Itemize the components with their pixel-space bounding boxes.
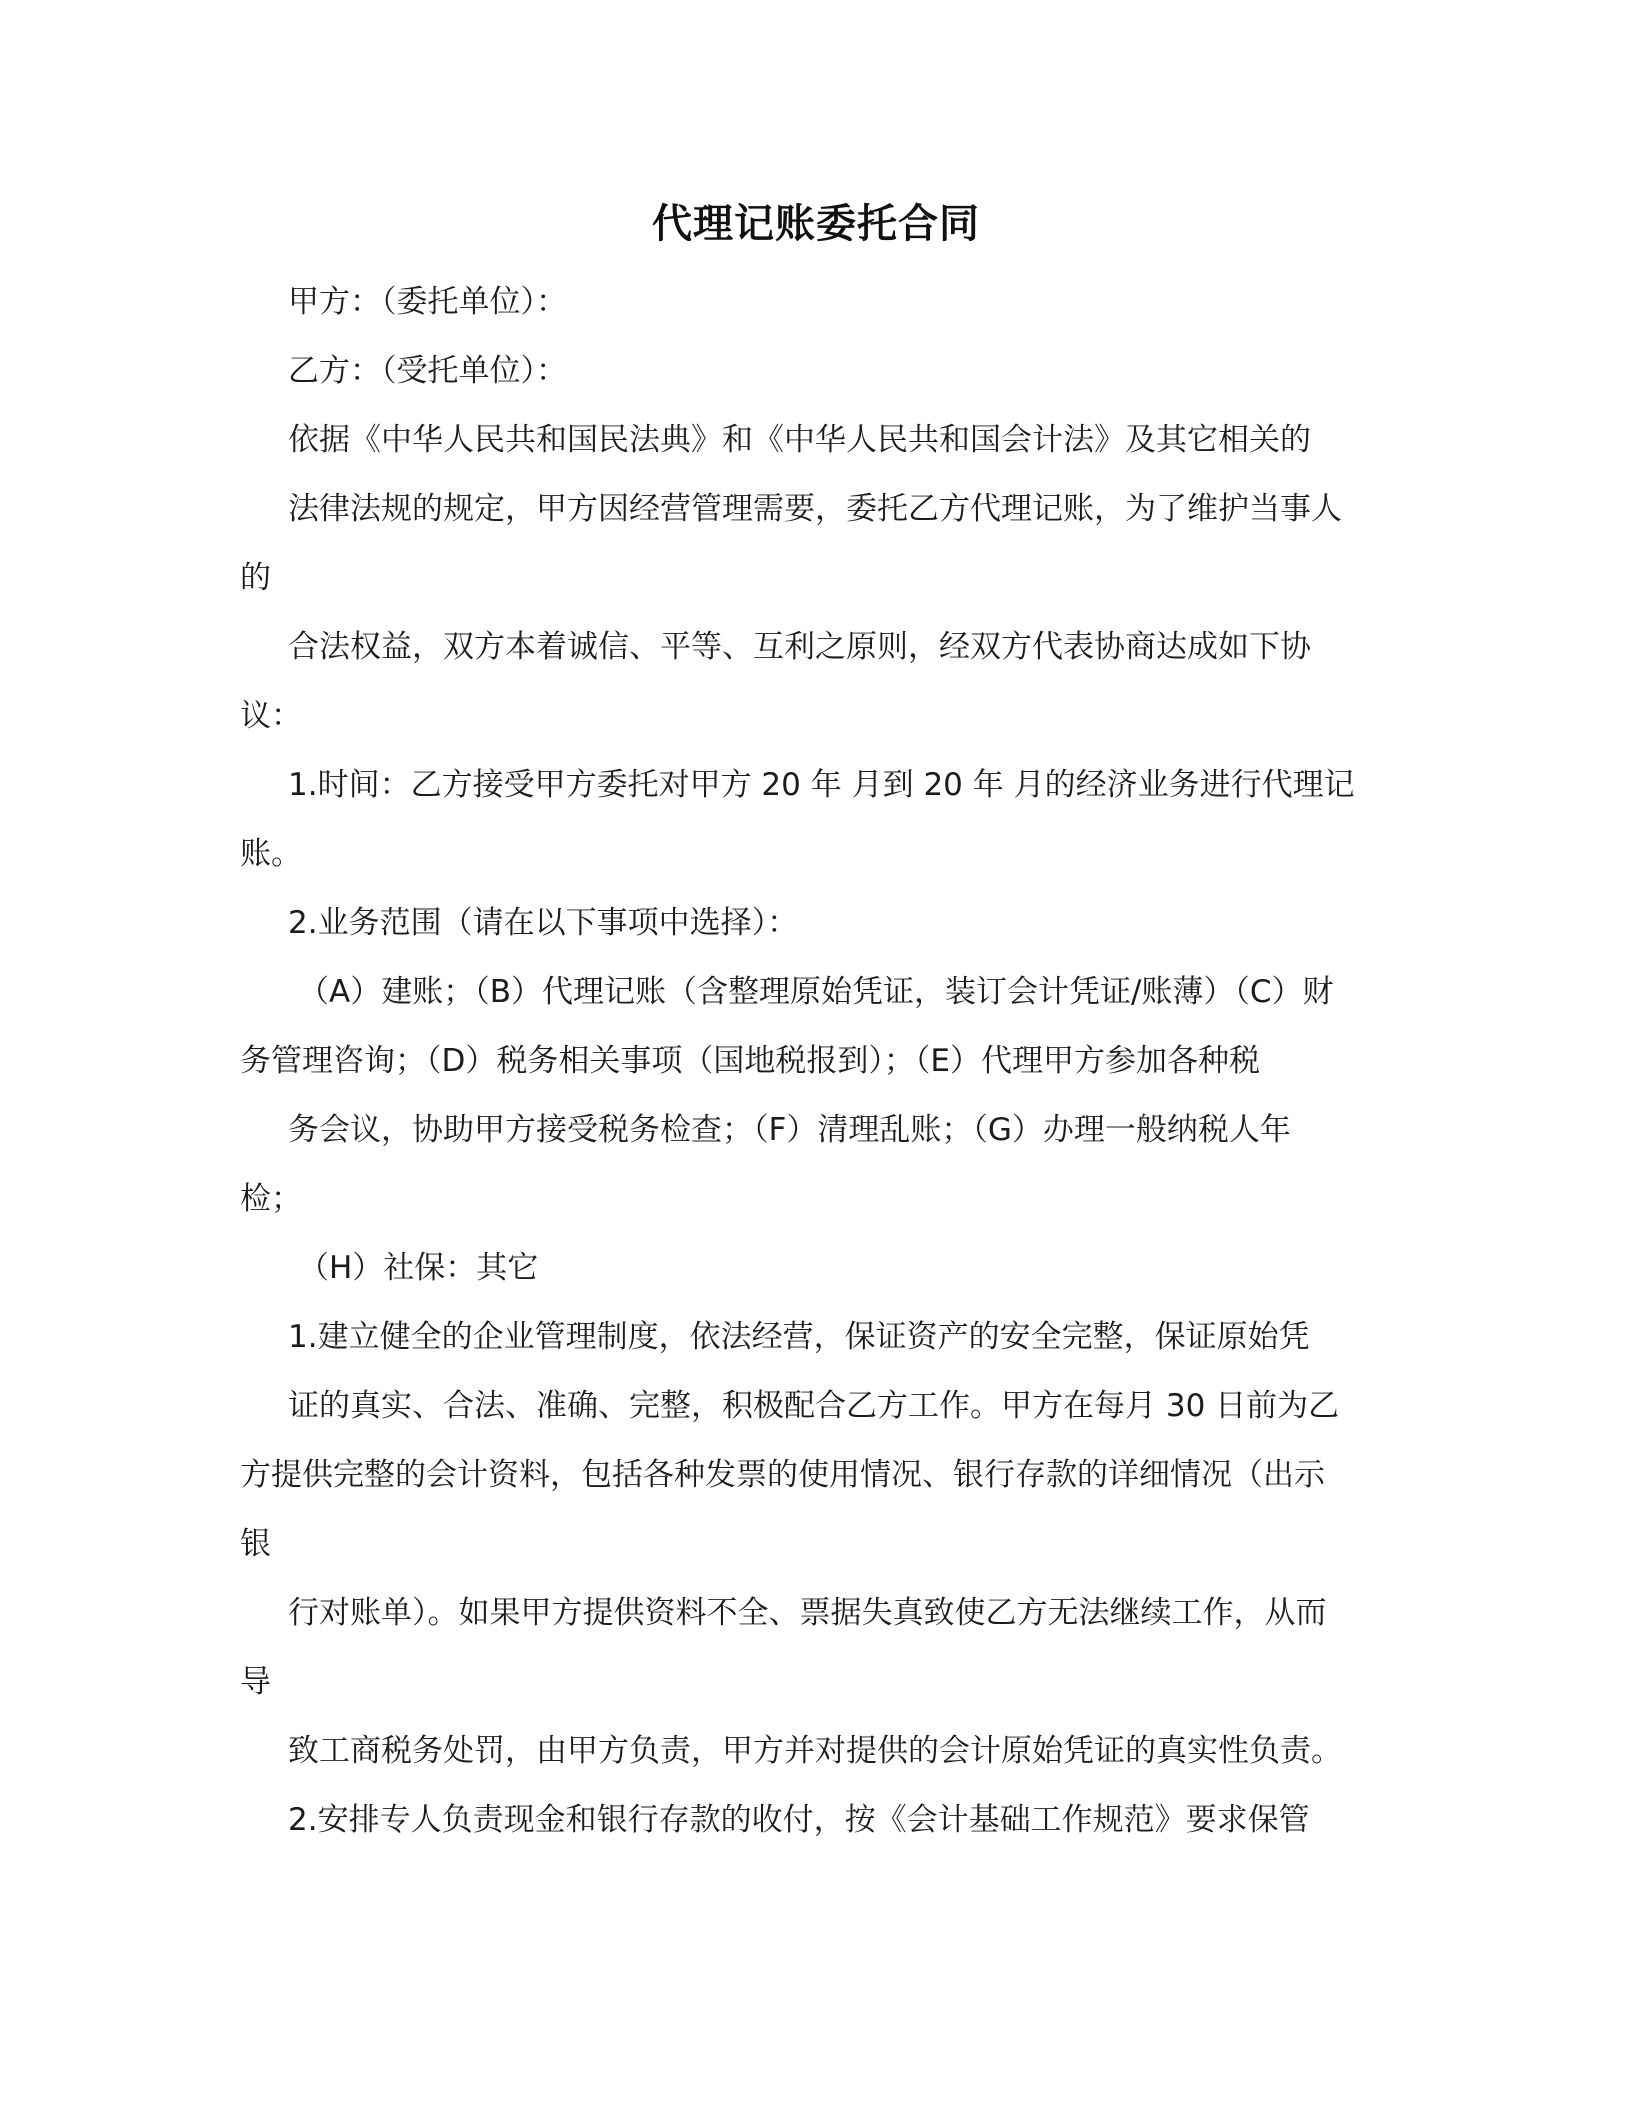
obligation-line: 行对账单）。如果甲方提供资料不全、票据失真致使乙方无法继续工作，从而 bbox=[288, 1595, 1327, 1631]
obligation-line: 1.建立健全的企业管理制度，依法经营，保证资产的安全完整，保证原始凭 bbox=[288, 1319, 1310, 1355]
party-a-line: 甲方：（委托单位）： bbox=[288, 284, 567, 320]
clause-time-line: 账。 bbox=[240, 836, 302, 872]
clause-scope-line: 2.业务范围（请在以下事项中选择）： bbox=[288, 905, 799, 941]
clause-time-line: 1.时间：乙方接受甲方委托对甲方 20 年 月到 20 年 月的经济业务进行代理记 bbox=[288, 767, 1355, 803]
scope-options-line: 检； bbox=[240, 1181, 302, 1217]
preamble-line: 合法权益，双方本着诚信、平等、互利之原则，经双方代表协商达成如下协 bbox=[288, 629, 1311, 665]
preamble-line: 依据《中华人民共和国民法典》和《中华人民共和国会计法》及其它相关的 bbox=[288, 422, 1311, 458]
preamble-line: 议： bbox=[240, 698, 302, 734]
document-title: 代理记账委托合同 bbox=[652, 201, 980, 247]
obligation-line: 银 bbox=[240, 1526, 271, 1562]
obligation-line: 2.安排专人负责现金和银行存款的收付，按《会计基础工作规范》要求保管 bbox=[288, 1802, 1310, 1838]
obligation-line: 证的真实、合法、准确、完整，积极配合乙方工作。甲方在每月 30 日前为乙 bbox=[288, 1388, 1340, 1424]
party-b-line: 乙方：（受托单位）： bbox=[288, 353, 567, 389]
preamble-line: 的 bbox=[240, 560, 271, 596]
scope-options-line: （A）建账；（B）代理记账（含整理原始凭证，装订会计凭证/账薄）（C）财 bbox=[298, 974, 1334, 1010]
scope-options-line: 务会议，协助甲方接受税务检查；（F）清理乱账；（G）办理一般纳税人年 bbox=[288, 1112, 1291, 1148]
scope-options-line: （H）社保：其它 bbox=[298, 1250, 539, 1286]
preamble-line: 法律法规的规定，甲方因经营管理需要，委托乙方代理记账，为了维护当事人 bbox=[288, 491, 1342, 527]
obligation-line: 致工商税务处罚，由甲方负责，甲方并对提供的会计原始凭证的真实性负责。 bbox=[288, 1733, 1342, 1769]
obligation-line: 导 bbox=[240, 1664, 271, 1700]
obligation-line: 方提供完整的会计资料，包括各种发票的使用情况、银行存款的详细情况（出示 bbox=[240, 1457, 1325, 1493]
scope-options-line: 务管理咨询；（D）税务相关事项（国地税报到）；（E）代理甲方参加各种税 bbox=[240, 1043, 1260, 1079]
